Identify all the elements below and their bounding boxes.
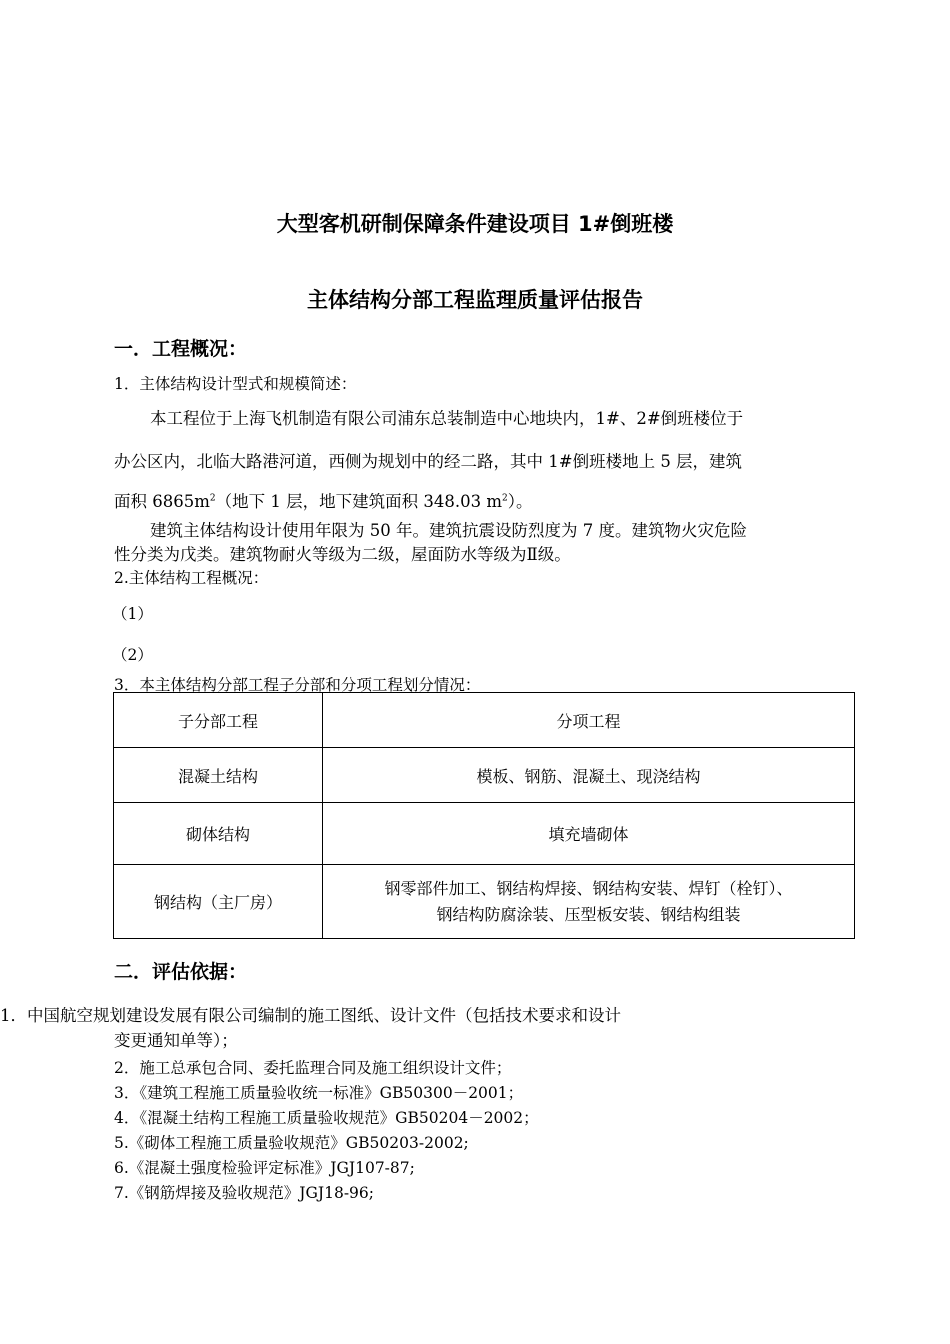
table-row [114,803,855,865]
para2-line1: 建筑主体结构设计使用年限为 50 年。建筑抗震设防烈度为 7 度。建筑物火灾危险 [150,521,747,540]
basis-item1-line1: 1．中国航空规划建设发展有限公司编制的施工图纸、设计文件（包括技术要求和设计 [0,1006,621,1025]
para2-line2: 性分类为戊类。建筑物耐火等级为二级，屋面防水等级为Ⅱ级。 [114,545,571,564]
report-title-line1: 大型客机研制保障条件建设项目 1#倒班楼 [276,212,674,236]
table-cell-sub: 砌体结构 [114,803,323,865]
table-header-row [114,693,855,748]
table-cell-items [323,865,855,939]
table-cell-sub: 混凝土结构 [114,748,323,803]
para1-line2: 办公区内，北临大路港河道，西侧为规划中的经二路，其中 1#倒班楼地上 5 层，建筑 [114,452,743,471]
item1-title: 1．主体结构设计型式和规模简述： [114,375,357,393]
table-row [114,748,855,803]
table-row [114,865,855,939]
item3-title: 3．本主体结构分部工程子分部和分项工程划分情况： [114,676,481,694]
basis-item3: 3．《建筑工程施工质量验收统一标准》GB50300－2001； [114,1084,524,1102]
table-header-cell: 子分部工程 [114,693,323,748]
section1-heading: 一．工程概况： [114,338,248,360]
division-table [113,692,855,939]
basis-item7: 7.《钢筋焊接及验收规范》JGJ18-96; [114,1184,375,1202]
table-header-cell: 分项工程 [323,693,855,748]
basis-item6: 6.《混凝土强度检验评定标准》JGJ107-87; [114,1159,415,1177]
para1-line1: 本工程位于上海飞机制造有限公司浦东总装制造中心地块内，1#、2#倒班楼位于 [150,409,744,428]
para1-line3: 面积 $6865m^2$（地下 1 层，地下建筑面积 348.03 $m^2$）。 [114,492,533,511]
table-cell-items: 填充墙砌体 [323,803,855,865]
report-title-line2: 主体结构分部工程监理质量评估报告 [307,288,643,312]
table-cell-items-line: 钢零部件加工、钢结构焊接、钢结构安装、焊钉（栓钉）、 [384,878,793,898]
basis-item5: 5.《砌体工程施工质量验收规范》GB50203-2002; [114,1134,469,1152]
table-cell-items-line: 钢结构防腐涂装、压型板安装、钢结构组装 [436,904,741,924]
basis-item2: 2．施工总承包合同、委托监理合同及施工组织设计文件； [114,1059,512,1077]
basis-item4: 4．《混凝土结构工程施工质量验收规范》GB50204－2002； [114,1109,539,1127]
basis-item1-line2: 变更通知单等）； [114,1031,238,1050]
section2-heading: 二．评估依据： [114,961,248,983]
sub-item-2: （2） [112,646,153,664]
table-cell-items: 模板、钢筋、混凝土、现浇结构 [323,748,855,803]
item2-title: 2.主体结构工程概况： [114,569,269,587]
table-cell-sub: 钢结构（主厂房） [114,865,323,939]
sub-item-1: （1） [112,605,153,623]
